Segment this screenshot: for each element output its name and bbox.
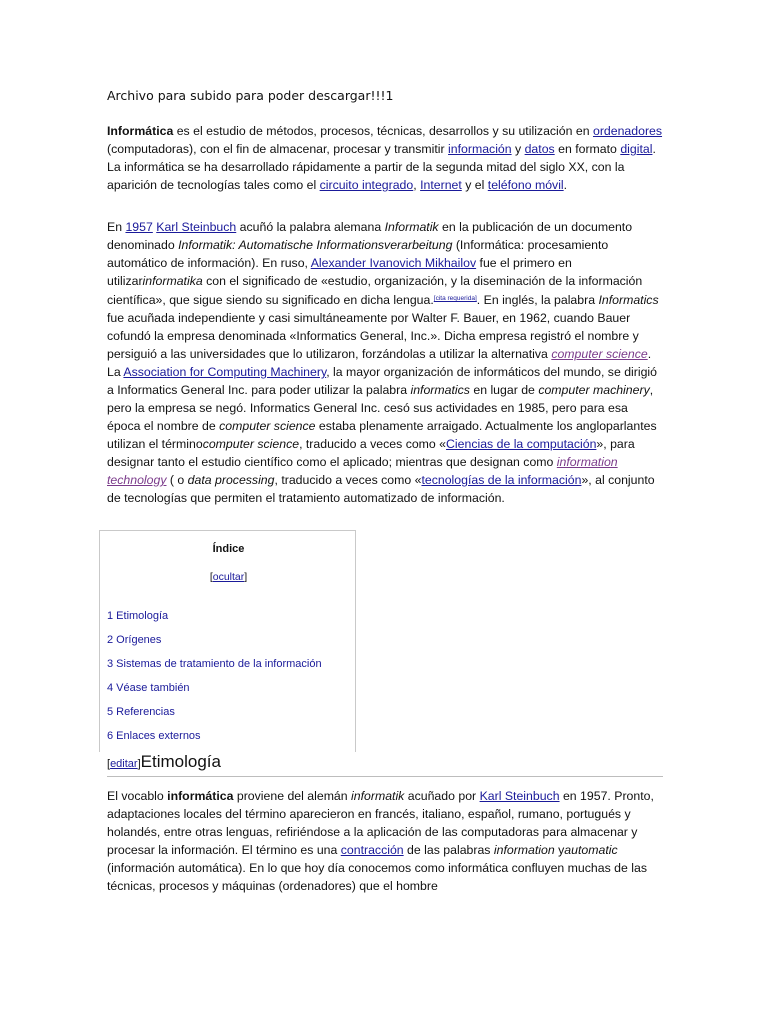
link-karl-steinbuch-2[interactable]: Karl Steinbuch [479, 789, 560, 803]
link-acm[interactable]: Association for Computing Machinery [123, 365, 327, 379]
link-ciencias-computacion[interactable]: Ciencias de la computación [446, 437, 597, 451]
link-computer-science[interactable]: computer science [551, 347, 648, 361]
toc-toggle: [ocultar] [209, 571, 248, 583]
link-alexander-mikhailov[interactable]: Alexander Ivanovich Mikhailov [310, 256, 477, 270]
toc-item-etimologia[interactable]: 1 Etimología [107, 610, 169, 622]
link-informacion[interactable]: información [448, 142, 512, 156]
intro-paragraph: Informática es el estudio de métodos, procesos, técnicas, desarrollos y su utilización en ordenadores (computadoras), con el fin de almacenar, procesar y transmitir información y datos en formato digital. La informática se ha desarrollado rápidamente a partir de la segunda mitad del siglo XX, con la aparición de tecnologías tales como el circuito integrado, Internet y el teléfono móvil. [107, 124, 663, 192]
toc-hide-link[interactable]: ocultar [212, 571, 245, 583]
toc-item-sistemas[interactable]: 3 Sistemas de tratamiento de la información [107, 658, 322, 670]
link-information-technology[interactable]: information technology [107, 455, 618, 487]
link-internet[interactable]: Internet [420, 178, 462, 192]
link-ordenadores[interactable]: ordenadores [592, 124, 663, 138]
link-karl-steinbuch[interactable]: Karl Steinbuch [156, 220, 237, 234]
link-1957[interactable]: 1957 [125, 220, 153, 234]
table-of-contents [99, 530, 356, 752]
toc-title: Índice [212, 543, 245, 555]
edit-section-link[interactable]: editar [110, 758, 138, 770]
link-circuito-integrado[interactable]: circuito integrado [319, 178, 414, 192]
section-title: Etimología [140, 752, 221, 771]
toc-item-referencias[interactable]: 5 Referencias [107, 706, 175, 718]
section-heading-etimologia [107, 752, 663, 777]
etymology-paragraph: El vocablo informática proviene del alemán informatik acuñado por Karl Steinbuch en 1957. Pronto, adaptaciones locales del término aparecieron en francés, italiano, español, rumano, portugués y holandés, entre otras lenguas, refiriéndose a la aplicación de las computadoras para almacenar y procesar la información. El término es una contracción de las palabras information yautomatic (información automática). En lo que hoy día conocemos como informática confluyen muchas de las técnicas, procesos y máquinas (ordenadores) que el hombre [107, 789, 654, 893]
toc-item-enlaces-externos[interactable]: 6 Enlaces externos [107, 730, 201, 742]
history-paragraph: En 1957 Karl Steinbuch acuñó la palabra alemana Informatik en la publicación de un documento denominado Informatik: Automatische Informationsverarbeitung (Informática: procesamiento automático de información). En ruso, Alexander Ivanovich Mikhailov fue el primero en utilizarinformatika con el significado de «estudio, organización, y la diseminación de la información científica», que sigue siendo su significado en dicha lengua.[cita requerida]. En inglés, la palabra Informatics fue acuñada independiente y casi simultáneamente por Walter F. Bauer, en 1962, cuando Bauer cofundó la empresa denominada «Informatics General, Inc.». Dicha empresa registró el nombre y persiguió a las universidades que lo utilizaron, forzándolas a utilizar la alternativa computer science. La Association for Computing Machinery, la mayor organización de informáticos del mundo, se dirigió a Informatics General Inc. para poder utilizar la palabra informatics en lugar de computer machinery, pero la empresa se negó. Informatics General Inc. cesó sus actividades en 1985, pero para esa época el nombre de computer science estaba plenamente arraigado. Actualmente los angloparlantes utilizan el términocomputer science, traducido a veces como «Ciencias de la computación», para designar tanto el estudio científico como el aplicado; mientras que designan como information technology ( o data processing, traducido a veces como «tecnologías de la información», al conjunto de tecnologías que permiten el tratamiento automatizado de información. [107, 220, 659, 505]
link-telefono-movil[interactable]: teléfono móvil [487, 178, 564, 192]
section-edit: [editar] [107, 758, 141, 770]
link-contraccion[interactable]: contracción [340, 843, 404, 857]
toc-item-origenes[interactable]: 2 Orígenes [107, 634, 162, 646]
link-datos[interactable]: datos [524, 142, 555, 156]
document-header: Archivo para subido para poder descargar!!!1 [107, 88, 394, 103]
toc-list [107, 610, 322, 754]
term-bold: Informática [107, 124, 174, 138]
link-tecnologias-informacion[interactable]: tecnologías de la información [421, 473, 582, 487]
link-digital[interactable]: digital [620, 142, 653, 156]
citation-needed-link[interactable]: [cita requerida] [433, 295, 477, 302]
toc-item-vease-tambien[interactable]: 4 Véase también [107, 682, 190, 694]
